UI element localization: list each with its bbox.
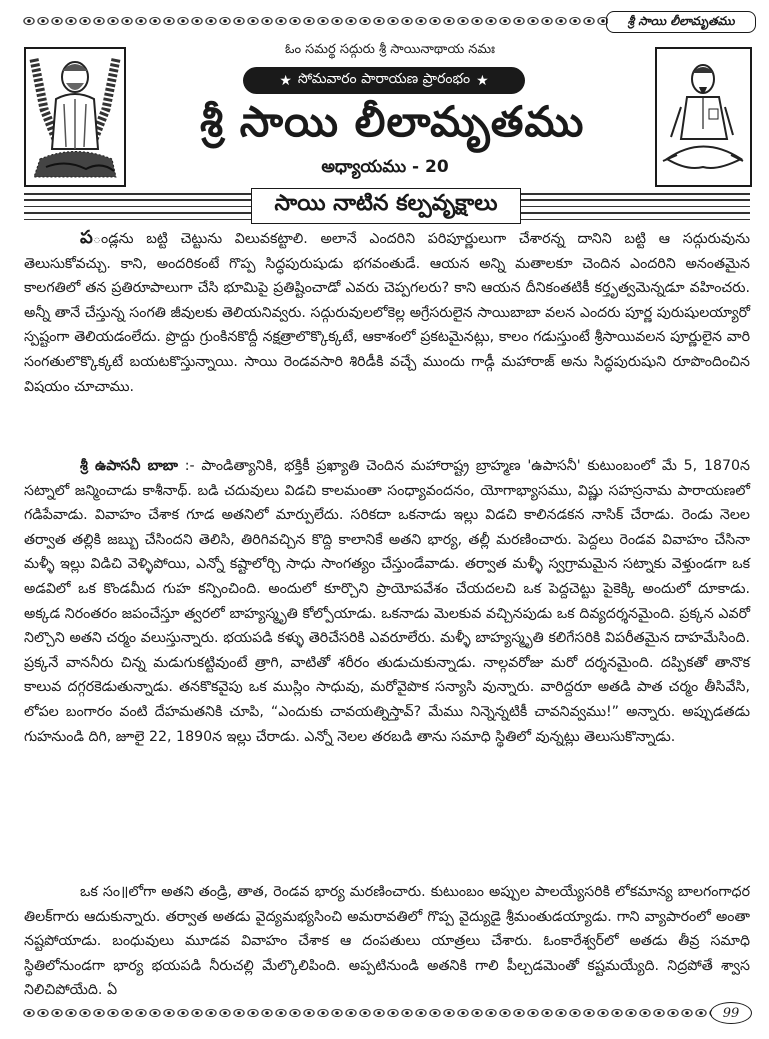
paragraph-text: :- పాండిత్యానికి, భక్తికీ ప్రఖ్యాతి చెందిన మహారాష్ట్ర బ్రాహ్మణ 'ఉపాసనీ' కుటుంబంలో మే 5, 1870న సట్నాలో జన్మించాడు కాశీనాథ్. బడి చదువులు విడచి కాలమంతా సంధ్యావందనం, యోగాభ్యాసము, విష్ణు సహస్రనామ పారాయణలో గడిపేవాడు. వివాహం చేశాక గూడ అతనిలో మార్పులేదు. సరికదా ఒకనాడు ఇల్లు విడచి కాలినడకన నాసిక్ చేరాడు. రెండు నెలల తర్వాత తల్లికి జబ్బు చేసిందని తెలిసి, తిరిగివచ్చిన కొద్ది కాలానికే అతని భార్య, తల్లీ మరణించారు. పెద్దలు రెండవ వివాహం చేసినా మళ్ళీ ఇల్లు విడిచి వెళ్ళిపోయి, ఎన్నో కష్టాలోర్చి సాధు సాంగత్యం చేస్తుండేవాడు. తర్వాత మళ్ళీ స్వగ్రామమైన సట్నాకు వెళ్తుండగా ఒక అడవిలో ఒక కొండమీద గుహ కన్పించింది. అందులో కూర్చొని ప్రాయోపవేశం చేయదలచి ఒక పెద్దచెట్టు పైకెక్కి అందులో దూకాడు. అక్కడ నిరంతరం జపంచేస్తూ త్వరలో బాహ్యస్మృతి కోల్పోయాడు. ఒకనాడు మెలకువ వచ్చినపుడు ఒక దివ్యదర్శనమైంది. ప్రక్కన ఎవరో నిల్చొని అతని చర్మం వలుస్తున్నారు. భయపడి కళ్ళు తెరిచేసరికి ఎవరూలేరు. మళ్ళీ బాహ్యస్మృతి కలిగేసరికి విపరీతమైన దాహమేసింది. ప్రక్కనే వాననీరు చిన్న మడుగుకట్టివుంటే త్రాగి, వాటితో శరీరం తుడుచుకున్నాడు. నాల్గవరోజు మరో దర్శనమైంది. దప్పికతో తానొక కాలువ దగ్గరకెడుతున్నాడు. తనకొకవైపు ఒక ముస్లిం సాధువు, మరోవైపొక సన్యాసి వున్నారు. వారిద్దరూ అతడి పాత చర్మం తీసివేసి, లోపల బంగారం వంటి దేహమతనికి చూపి, “ఎందుకు చావయత్నిస్తావ్? మేము నిన్నెన్నటికీ చావనివ్వము!” అన్నారు. అప్పుడతడు గుహనుండి దిగి, జూలై 22, 1890న ఇల్లు చేరాడు. ఎన్నో నెలల తరబడి తాను సమాధి స్థితిలో వున్నట్లు తెలుసుకొన్నాడు. [24, 458, 750, 745]
paragraph-2 [24, 454, 750, 749]
sai-baba-figure-icon [26, 49, 124, 185]
star-icon: ★ [476, 72, 489, 89]
paragraph-text: ఒక సం॥లోగా అతని తండ్రి, తాత, రెండవ భార్య మరణించారు. కుటుంబం అప్పుల పాలయ్యేసరికి లోకమాన్య బాలగంగాధర తిలక్‌గారు ఆదుకున్నారు. తర్వాత అతడు వైద్యమభ్యసించి అమరావతిలో గొప్ప వైద్యుడై శ్రీమంతుడయ్యాడు. గాని వ్యాపారంలో అంతా నష్టపోయాడు. బంధువులు మూడవ వివాహం చేశాక ఆ దంపతులు యాత్రలు చేశారు. ఓంకారేశ్వర్‌లో అతడు తీవ్ర సమాధి స్థితిలోనుండగా భార్య భయపడి నీరుచల్లి మేల్కొలిపింది. అప్పటినుండి అతనికి గాలి పీల్చడమెంతో కష్టమయ్యేది. నిద్రపోతే శ్వాస నిలిచిపోయేది. ఏ [24, 884, 750, 999]
sai-baba-illustration [24, 47, 126, 187]
invocation-line: ఓం సమర్థ సద్గురు శ్రీ సాయినాథాయ నమః [284, 42, 496, 57]
decorative-rules-left [24, 193, 252, 220]
book-title: శ్రీ సాయి లీలామృతము [200, 97, 585, 146]
top-ornament-border [22, 13, 608, 29]
reading-start-banner [243, 67, 525, 94]
running-title: శ్రీ సాయి లీలామృతము [606, 11, 756, 33]
paragraph-3 [24, 880, 750, 1003]
paragraph-text: ండ్లను బట్టి చెట్టును విలువకట్టాలి. అలానే ఎందరిని పరిపూర్ణులుగా చేశారన్న దానిని బట్టి ఆ సద్గురువును తెలుసుకోవచ్చు. కాని, అందరికంటే గొప్ప సిద్ధపురుషుడు భగవంతుడే. ఆయన అన్ని మతాలకూ చెందిన ఎందరిని అనంతమైన కాలగతిలో తన ప్రతిరూపాలుగా చేసి భూమిపై ప్రతిష్టించాడో ఎవరు చెప్పగలరు? కాని ఆయన దీనికంతటికీ కర్తృత్వమెన్నడూ వహించరు. అన్నీ తానే చేస్తున్న సంగతి జీవులకు తెలియనివ్వరు. సద్గురువులలోకెల్ల అగ్రేసరులైన సాయిబాబా వలన ఎందరు పూర్ణ పురుషులయ్యారో స్పష్టంగా తెలియడంలేదు. ప్రొద్దు గ్రుంకినకొద్దీ నక్షత్రాలొక్కొక్కటే, ఆకాశంలో ప్రకటమైనట్లు, కాలం గడుస్తుంటే శ్రీసాయివలన పూర్ణులైన వారి సంగతులొక్కొక్కటే బయటకొస్తున్నాయి. సాయి రెండవసారి శిరిడీకి వచ్చే ముందు గాడ్గీ మహారాజ్ అను సిద్ధపురుషుని రూపొందించిన విషయం చూచాము. [24, 231, 750, 395]
star-icon: ★ [279, 72, 292, 89]
bottom-ornament-border [22, 1005, 712, 1021]
paragraph-lead: శ్రీ ఉపాసనీ బాబా [80, 458, 178, 474]
chapter-heading: అధ్యాయము - 20 [321, 157, 449, 177]
drop-cap: ప [80, 227, 93, 248]
seated-man-figure-icon [657, 49, 750, 185]
seated-devotee-illustration [655, 47, 752, 187]
paragraph-1 [24, 226, 750, 399]
page-number: 99 [710, 1002, 752, 1024]
star-chain-ornament-icon [22, 1007, 712, 1019]
decorative-rules-right [518, 193, 750, 220]
star-chain-ornament-icon [22, 15, 608, 27]
section-title: సాయి నాటిన కల్పవృక్షాలు [251, 188, 521, 224]
banner-text: సోమవారం పారాయణ ప్రారంభం [297, 71, 471, 87]
